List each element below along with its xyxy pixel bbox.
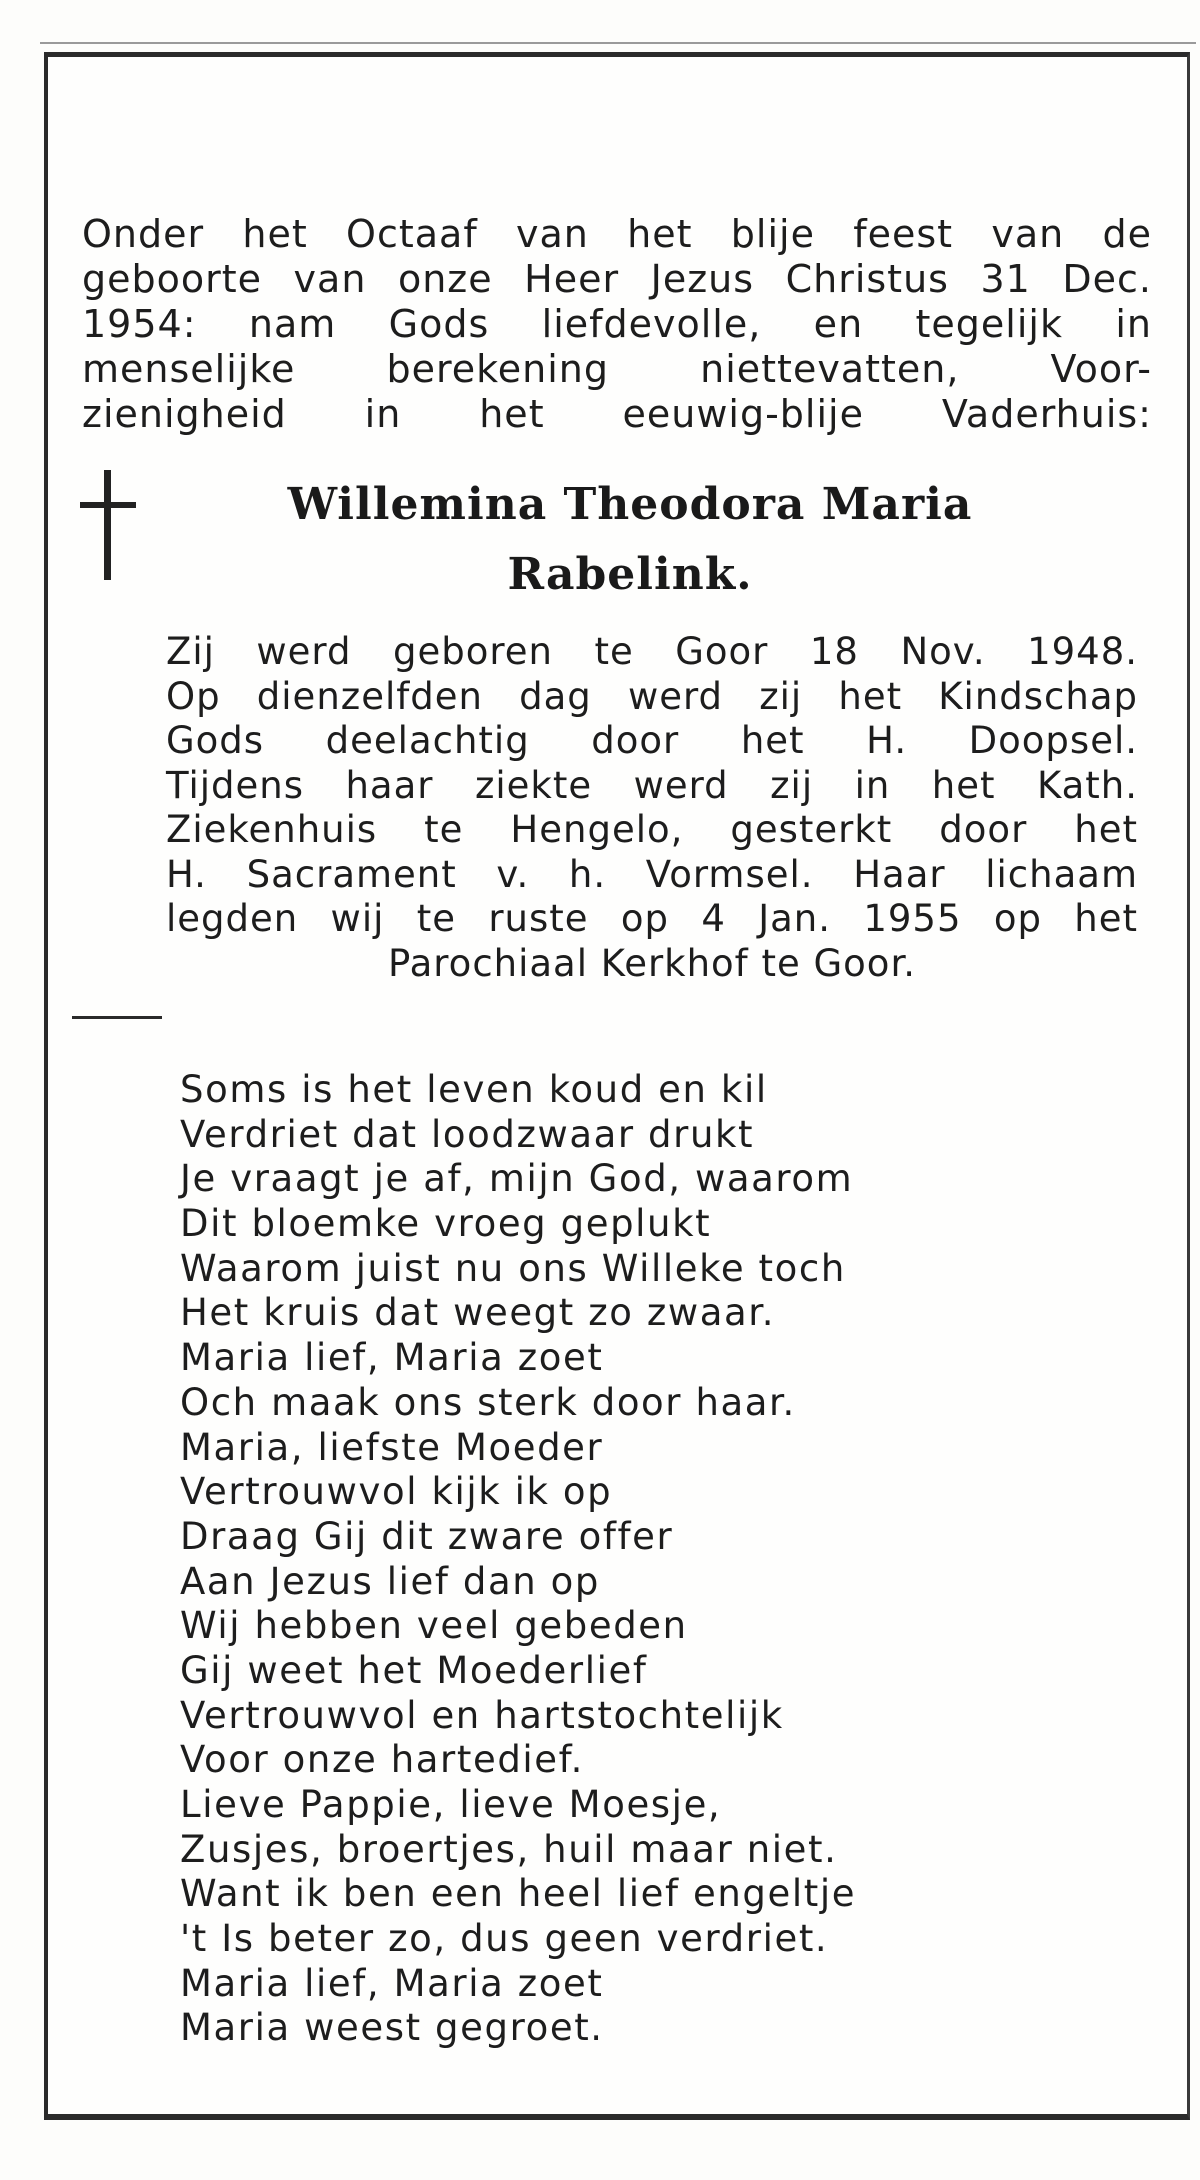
bio-line: Parochiaal Kerkhof te Goor. <box>387 941 917 985</box>
intro-line: menselijke berekening niettevatten, Voor- <box>82 347 1152 391</box>
poem-line: Waarom juist nu ons Willeke toch <box>180 1246 846 1290</box>
poem-line: Vertrouwvol kijk ik op <box>180 1470 613 1514</box>
bio-line: Tijdens haar ziekte werd zij in het Kath. <box>166 763 1138 807</box>
poem-line: Soms is het leven koud en kil <box>180 1068 768 1111</box>
poem-line: Zusjes, broertjes, huil maar niet. <box>180 1827 838 1871</box>
top-rule <box>40 42 1196 44</box>
biography-text <box>166 630 1138 986</box>
poem-line: Lieve Pappie, lieve Moesje, <box>180 1783 722 1826</box>
poem-line: Och maak ons sterk door haar. <box>180 1380 796 1424</box>
poem-line: Maria lief, Maria zoet <box>180 1961 604 2005</box>
bio-line: Ziekenhuis te Hengelo, gesterkt door het <box>166 808 1138 851</box>
poem-line: Draag Gij dit zware offer <box>180 1514 674 1558</box>
bio-line: legden wij te ruste op 4 Jan. 1955 op het <box>166 897 1138 940</box>
section-divider <box>72 1016 162 1019</box>
intro-line: geboorte van onze Heer Jezus Christus 31 Dec. <box>82 257 1152 301</box>
poem-line: Gij weet het Moederlief <box>180 1648 648 1692</box>
cross-icon <box>80 470 136 580</box>
intro-text <box>82 212 1152 437</box>
poem-text <box>180 1068 1080 2051</box>
intro-line: Onder het Octaaf van het blije feest van de <box>82 212 1152 256</box>
poem-line: Wij hebben veel gebeden <box>180 1604 688 1648</box>
poem-line: Vertrouwvol en hartstochtelijk <box>180 1693 784 1737</box>
surname-line: Rabelink. <box>507 549 753 600</box>
poem-line: Je vraagt je af, mijn God, waarom <box>180 1157 854 1201</box>
poem-line: Voor onze hartedief. <box>180 1738 584 1782</box>
intro-line: 1954: nam Gods liefdevolle, en tegelijk in <box>82 302 1152 346</box>
poem-line: Aan Jezus lief dan op <box>180 1559 600 1603</box>
poem-line: Dit bloemke vroeg geplukt <box>180 1202 712 1246</box>
bio-line: Gods deelachtig door het H. Doopsel. <box>166 719 1138 762</box>
poem-line: Maria lief, Maria zoet <box>180 1336 604 1380</box>
poem-line: 't Is beter zo, dus geen verdriet. <box>180 1917 829 1961</box>
poem-line: Maria, liefste Moeder <box>180 1425 604 1469</box>
name-line: Willemina Theodora Maria <box>287 479 973 530</box>
deceased-name <box>180 470 1080 610</box>
bio-line: H. Sacrament v. h. Vormsel. Haar lichaam <box>166 852 1138 896</box>
intro-line: zienigheid in het eeuwig-blije Vaderhuis: <box>82 392 1152 436</box>
poem-line: Verdriet dat loodzwaar drukt <box>180 1112 755 1156</box>
bio-line: Op dienzelfden dag werd zij het Kindschap <box>166 674 1138 718</box>
poem-line: Want ik ben een heel lief engeltje <box>180 1872 857 1916</box>
bio-line: Zij werd geboren te Goor 18 Nov. 1948. <box>166 630 1138 673</box>
poem-line: Het kruis dat weegt zo zwaar. <box>180 1291 776 1335</box>
poem-line: Maria weest gegroet. <box>180 2006 604 2050</box>
